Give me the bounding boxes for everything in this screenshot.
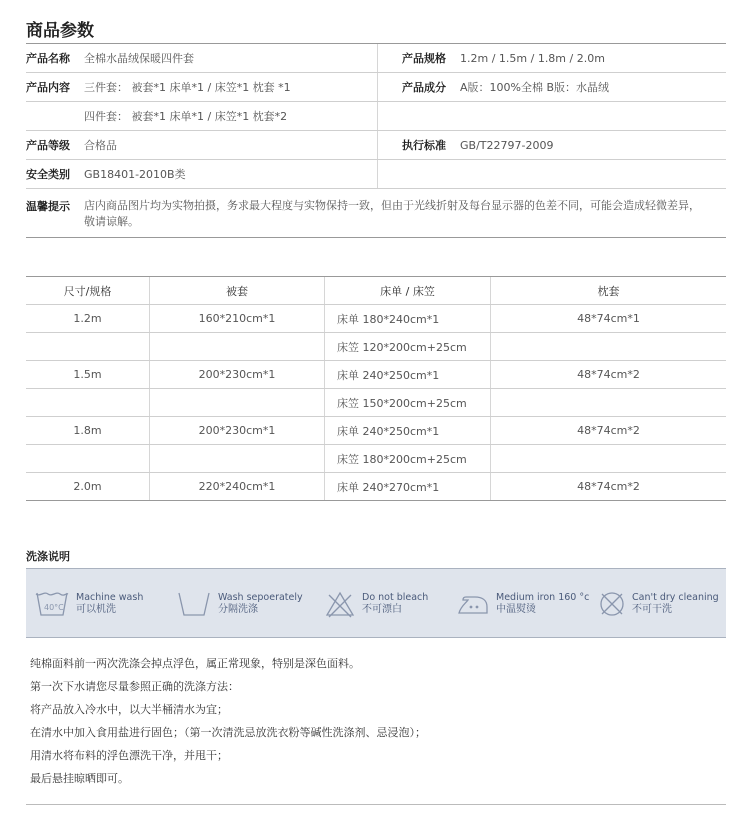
param-cell (26, 160, 377, 188)
param-label: 安全类别 (26, 168, 70, 181)
wash-notes (30, 652, 426, 790)
table-cell (150, 333, 325, 361)
wash-temp-mark: 40°C (44, 603, 64, 612)
wash-separately-icon (176, 589, 212, 619)
params-row (26, 43, 726, 73)
table-header-row (26, 277, 726, 305)
table-cell: 48*74cm*2 (491, 473, 727, 501)
table-cell: 床单 240*250cm*1 (325, 417, 491, 445)
table-cell: 床笠 120*200cm+25cm (325, 333, 491, 361)
table-row (26, 305, 726, 333)
param-value: 全棉水晶绒保暖四件套 (84, 52, 194, 65)
param-cell (377, 44, 726, 72)
params-row (26, 189, 726, 238)
table-cell (491, 389, 727, 417)
section-title-params: 商品参数 (26, 21, 94, 41)
table-cell: 2.0m (26, 473, 150, 501)
param-value: GB/T22797-2009 (460, 138, 554, 152)
table-cell: 1.8m (26, 417, 150, 445)
param-cell (377, 102, 726, 130)
table-row (26, 333, 726, 361)
param-label: 产品规格 (402, 52, 446, 65)
table-cell: 220*240cm*1 (150, 473, 325, 501)
param-label: 产品等级 (26, 139, 70, 152)
table-cell: 200*230cm*1 (150, 361, 325, 389)
wash-item-en: Do not bleach (362, 592, 429, 603)
params-row (26, 73, 726, 102)
medium-iron-icon (456, 589, 490, 619)
table-cell (150, 445, 325, 473)
column-header: 床单 / 床笠 (325, 277, 491, 305)
wash-item-text (496, 592, 589, 616)
param-label: 温馨提示 (26, 200, 70, 213)
section-title-wash: 洗涤说明 (26, 550, 70, 563)
params-table (26, 43, 726, 238)
wash-item-cn: 中温熨烫 (496, 604, 536, 615)
wash-item (34, 589, 143, 619)
param-cell (377, 131, 726, 159)
table-cell: 48*74cm*2 (491, 417, 727, 445)
param-cell (377, 73, 726, 101)
size-table (26, 276, 726, 501)
param-label: 产品成分 (402, 81, 446, 94)
wash-instructions-bar (26, 568, 726, 638)
no-dry-clean-icon (598, 589, 626, 619)
param-cell (26, 44, 377, 72)
params-row (26, 102, 726, 131)
note-line: 最后悬挂晾晒即可。 (30, 772, 129, 785)
param-label: 执行标准 (402, 139, 446, 152)
table-cell: 200*230cm*1 (150, 417, 325, 445)
param-value: 四件套： 被套*1 床单*1 / 床笠*1 枕套*2 (84, 110, 288, 123)
table-row (26, 361, 726, 389)
table-cell: 48*74cm*1 (491, 305, 727, 333)
table-cell (26, 389, 150, 417)
column-header: 尺寸/规格 (26, 277, 150, 305)
param-value: 三件套： 被套*1 床单*1 / 床笠*1 枕套 *1 (84, 81, 291, 94)
note-line: 将产品放入冷水中，以大半桶清水为宜； (30, 703, 228, 716)
table-cell: 床单 240*250cm*1 (325, 361, 491, 389)
table-cell (491, 333, 727, 361)
param-value: GB18401-2010B类 (84, 168, 186, 181)
wash-item (456, 589, 589, 619)
param-cell (26, 102, 377, 130)
table-cell: 1.2m (26, 305, 150, 333)
note-line: 纯棉面料前一两次洗涤会掉点浮色，属正常现象，特别是深色面料。 (30, 657, 360, 670)
column-header: 被套 (150, 277, 325, 305)
table-row (26, 445, 726, 473)
wash-item-cn: 可以机洗 (76, 604, 116, 615)
table-cell: 48*74cm*2 (491, 361, 727, 389)
table-cell (150, 389, 325, 417)
table-cell: 床单 240*270cm*1 (325, 473, 491, 501)
param-value: 1.2m / 1.5m / 1.8m / 2.0m (460, 51, 605, 65)
note-line: 第一次下水请您尽量参照正确的洗涤方法： (30, 680, 239, 693)
wash-item (176, 589, 303, 619)
table-cell: 1.5m (26, 361, 150, 389)
param-cell (377, 160, 726, 188)
wash-item-text (76, 592, 143, 616)
wash-item-text (218, 592, 303, 616)
wash-item-text (362, 592, 428, 616)
wash-item-en: Medium iron 160 °c (496, 592, 590, 603)
wash-item (324, 589, 428, 619)
wash-item (598, 589, 719, 619)
divider (26, 804, 726, 805)
wash-item-cn: 分隔洗涤 (218, 604, 258, 615)
machine-wash-40-icon (34, 589, 70, 619)
table-cell: 床笠 180*200cm+25cm (325, 445, 491, 473)
table-cell (491, 445, 727, 473)
no-bleach-icon (324, 589, 356, 619)
param-label: 产品名称 (26, 52, 70, 65)
table-cell (26, 445, 150, 473)
param-value: A版：100%全棉 B版：水晶绒 (460, 81, 610, 94)
note-line: 用清水将布料的浮色漂洗干净，并甩干； (30, 749, 228, 762)
wash-item-cn: 不可干洗 (632, 604, 672, 615)
param-label: 产品内容 (26, 81, 70, 94)
table-row (26, 417, 726, 445)
tip-text: 店内商品图片均为实物拍摄，务求最大程度与实物保持一致，但由于光线折射及每台显示器的色差不同，可能会造成轻微差异，敬请谅解。 (84, 199, 700, 228)
table-cell: 床单 180*240cm*1 (325, 305, 491, 333)
wash-item-text (632, 592, 719, 616)
params-row (26, 131, 726, 160)
note-line: 在清水中加入食用盐进行固色；（第一次清洗忌放洗衣粉等碱性洗涤剂、忌浸泡）； (30, 726, 426, 739)
params-row (26, 160, 726, 189)
wash-item-en: Can't dry cleaning (632, 592, 719, 603)
table-cell (26, 333, 150, 361)
wash-item-cn: 不可漂白 (362, 604, 402, 615)
table-cell: 160*210cm*1 (150, 305, 325, 333)
param-value: 合格品 (84, 139, 117, 152)
column-header: 枕套 (491, 277, 727, 305)
wash-item-en: Machine wash (76, 592, 144, 603)
param-cell (26, 131, 377, 159)
table-row (26, 389, 726, 417)
table-cell: 床笠 150*200cm+25cm (325, 389, 491, 417)
table-row (26, 473, 726, 501)
wash-item-en: Wash sepoerately (218, 592, 303, 603)
param-cell (26, 73, 377, 101)
